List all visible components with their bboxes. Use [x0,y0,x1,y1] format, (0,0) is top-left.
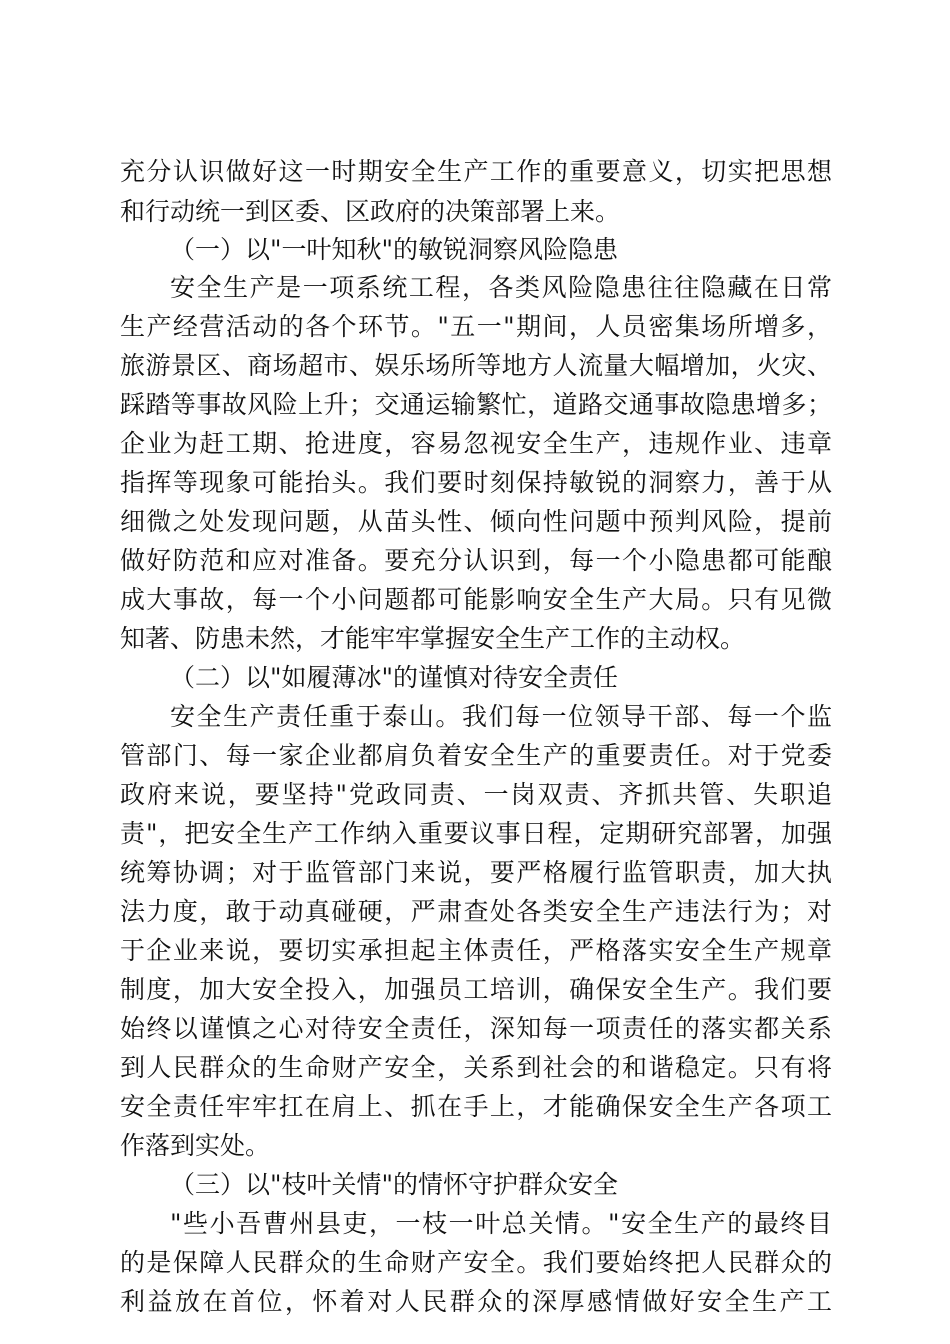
body-text-line: 细微之处发现问题，从苗头性、倾向性问题中预判风险，提前 [120,507,832,536]
body-text-line: 知著、防患未然，才能牢牢掌握安全生产工作的主动权。 [120,624,746,653]
body-text-line: 的是保障人民群众的生命财产安全。我们要始终把人民群众的 [120,1248,832,1277]
body-text-line: 法力度，敢于动真碰硬，严肃查处各类安全生产违法行为；对 [120,897,832,926]
body-text-line: 生产经营活动的各个环节。"五一"期间，人员密集场所增多， [120,312,832,341]
body-text-line: 指挥等现象可能抬头。我们要时刻保持敏锐的洞察力，善于从 [120,468,832,497]
body-text-line: 做好防范和应对准备。要充分认识到，每一个小隐患都可能酿 [120,546,832,575]
body-text-line: 安全责任牢牢扛在肩上、抓在手上，才能确保安全生产各项工 [120,1092,832,1121]
body-text-line: "些小吾曹州县吏，一枝一叶总关情。"安全生产的最终目 [170,1209,832,1238]
body-text-line: 管部门、每一家企业都肩负着安全生产的重要责任。对于党委 [120,741,832,770]
body-text-line: 到人民群众的生命财产安全，关系到社会的和谐稳定。只有将 [120,1053,832,1082]
body-text-line: 责"，把安全生产工作纳入重要议事日程，定期研究部署，加强 [120,819,832,848]
body-text-line: 于企业来说，要切实承担起主体责任，严格落实安全生产规章 [120,936,832,965]
body-text-line: 政府来说，要坚持"党政同责、一岗双责、齐抓共管、失职追 [120,780,832,809]
body-text-line: 始终以谨慎之心对待安全责任，深知每一项责任的落实都关系 [120,1014,832,1043]
body-text-line: 旅游景区、商场超市、娱乐场所等地方人流量大幅增加，火灾、 [120,351,832,380]
section-heading-2: （二）以"如履薄冰"的谨慎对待安全责任 [170,663,618,692]
body-text-line: 成大事故，每一个小问题都可能影响安全生产大局。只有见微 [120,585,832,614]
body-text-line: 和行动统一到区委、区政府的决策部署上来。 [120,197,621,226]
body-text-line: 统筹协调；对于监管部门来说，要严格履行监管职责，加大执 [120,858,832,887]
body-text-line: 安全生产是一项系统工程，各类风险隐患往往隐藏在日常 [170,273,832,302]
body-text-line: 安全生产责任重于泰山。我们每一位领导干部、每一个监 [170,702,832,731]
body-text-line: 踩踏等事故风险上升；交通运输繁忙，道路交通事故隐患增多； [120,390,832,419]
body-text-line: 企业为赶工期、抢进度，容易忽视安全生产，违规作业、违章 [120,429,832,458]
body-text-line: 作落到实处。 [120,1131,271,1160]
body-text-line: 制度，加大安全投入，加强员工培训，确保安全生产。我们要 [120,975,832,1004]
body-text-line: 充分认识做好这一时期安全生产工作的重要意义，切实把思想 [120,157,832,186]
body-text-line: 利益放在首位，怀着对人民群众的深厚感情做好安全生产工 [120,1287,832,1316]
section-heading-3: （三）以"枝叶关情"的情怀守护群众安全 [170,1170,618,1199]
section-heading-1: （一）以"一叶知秋"的敏锐洞察风险隐患 [170,235,618,264]
